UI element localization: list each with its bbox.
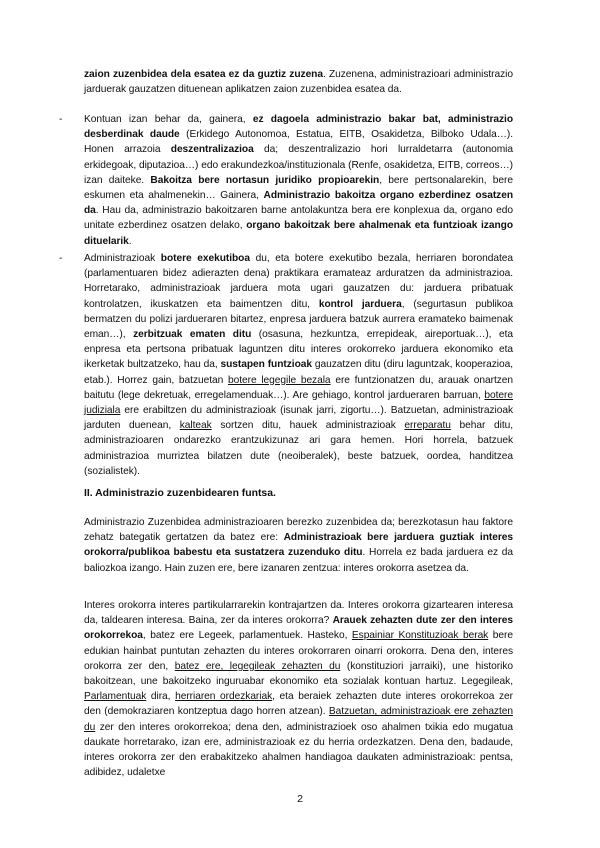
paragraph-general-interest: Interes orokorra interes partikularrarekin kontrajartzen da. Interes orokorra gizartearen interesa da, taldearen interesa. Baina, zer da interes orokorra? Arauek zehazten dute zer den interes orokorrekoa, batez ere Legeek, parlamentuek. Hasteko, Espainiar Konstituzioak berak bere edukian hainbat puntutan zehazten du interes orokorraren oinarri orokorra. Dena den, interes orokorra zer den, batez ere, legegileak zehazten du (konstituziori jarraiki), une historiko bakoitzean, une bakoitzeko inguruabar ekonomiko eta sozialak kontuan hartuz. Legegileak, Parlamentuak dira, herriaren ordezkariak, eta beraiek zehazten dute interes orokorrekoa zer den (demokraziaren kontzeptua dago horren atzean). Batzuetan, administrazioak ere zehazten du zer den interes orokorrekoa; dena den, administrazioek oso ahalmen txikia edo mugatua daukate horretarako, izan ere, administrazioak ez du herria ordezkatzen. Dena den, badaude, interes orokorra zer den erabakitzeko ahalmen handiagoa daukaten administrazioak: pentsa, adibidez, udaletxe bbox=[84, 600, 514, 779]
bullet-dash: - bbox=[59, 253, 63, 264]
paragraph-intro: zaion zuzenbidea dela esatea ez da guztiz zuzena. Zuzenena, administrazioari administrazio jarduerak gauzatzen dituenean aplikatzen zaion zuzenbidea esatea da. bbox=[84, 69, 514, 96]
section-heading: II. Administrazio zuzenbidearen funtsa. bbox=[84, 488, 276, 499]
bullet-dash: - bbox=[59, 114, 63, 125]
paragraph-administrations: Kontuan izan behar da, gainera, ez dagoela administrazio bakar bat, administrazio desberdinak daude (Erkidego Autonomoa, Estatua, EITB, Osakidetza, Bilboko Udala…). Honen arrazoia deszentralizazioa da; deszentralizazio hori lurraldetarra (autonomia erkidegoak, diputazioa…) edo erakundezkoa/instituzionala (Renfe, osakidetza, EITB, correos…) izan daiteke. Bakoitza bere nortasun juridiko propioarekin, bere pertsonalarekin, bere eskumen eta ahalmenekin… Gainera, Administrazio bakoitza organo ezberdinez osatzen da. Hau da, administrazio bakoitzaren barne antolakuntza bera ere konplexua da, organo edo unitate ezberdinez osatzen delako, organo bakoitzak bere ahalmenak eta funtzioak izango dituelarik. bbox=[84, 114, 514, 247]
paragraph-foundation: Administrazio Zuzenbidea administrazioaren berezko zuzenbidea da; berezkotasun hau faktore zehatz bategatik gertatzen da batez ere: Administrazioak bere jarduera guztiak interes orokorra/publikoa babestu eta sustatzera zuzenduko ditu. Horrela ez bada jarduera ez da baliozkoa izango. Hain zuzen ere, bere izanaren zentzua: interes orokorra asetzea da. bbox=[84, 517, 513, 574]
paragraph-executive-power: Administrazioak botere exekutiboa du, eta botere exekutibo bezala, herriaren borondatea (parlamentuaren bidez adierazten dena) praktikara eramateaz arduratzen da administrazioa. Horretarako, administrazioak jarduera mota ugari gauzatzen du: jarduera pribatuak kontrolatzen, ikuskatzen eta baimentzen ditu, kontrol jarduera, (segurtasun publikoa bermatzen du polizi jardueraren bitartez, enpresa jarduera batzuk aurrera eramateko baimenak eman…), zerbitzuak ematen ditu (osasuna, hezkuntza, errepideak, aireportuak…), eta enpresa eta pertsona pribatuak laguntzen ditu interes orokorreko jarduera ekonomiko eta ikerketak bultzatzeko, hau da, sustapen funtzioak gauzatzen ditu (diru laguntzak, kooperazioa, etab.). Horrez gain, batzuetan botere legegile bezala ere funtzionatzen du, arauak onartzen baitutu (lege dekretuak, erregelamenduak…). Are gehiago, kontrol jardueraren barruan, botere judiziala ere erabiltzen du administrazioak (isunak jarri, zigortu…). Batzuetan, administrazioak jarduten duenean, kalteak sortzen ditu, hauek administrazioak erreparatu behar ditu, administrazioaren ondarezko erantzukizunaz ari gara hemen. Hori horrela, batzuek administrazioa murriztea bilatzen dute (neoiberalek), beste batzuek, oordea, handitzea (sozialistek). bbox=[84, 253, 514, 477]
page-number: 2 bbox=[297, 793, 303, 805]
bold-text: zaion zuzenbidea dela esatea ez da guztiz zuzena bbox=[84, 69, 323, 80]
